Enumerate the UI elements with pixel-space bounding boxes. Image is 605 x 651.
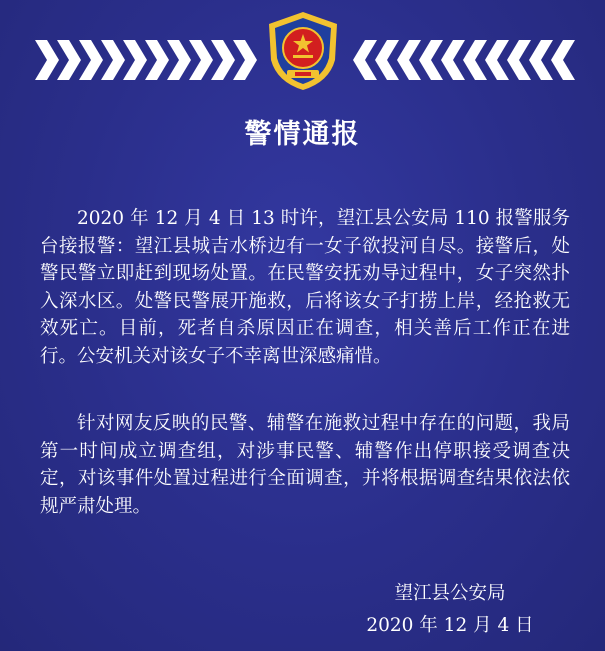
right-wing-stripes-icon (345, 40, 575, 80)
left-wing-stripes-icon (35, 40, 265, 80)
notice-paragraph-2: 针对网友反映的民警、辅警在施救过程中存在的问题，我局第一时间成立调查组，对涉事民警、辅警作出停职接受调查决定，对该事件处置过程进行全面调查，并将根据调查结果依法依规严肃处理。 (40, 413, 570, 517)
signature-block (350, 578, 550, 642)
police-emblem-icon (263, 10, 343, 92)
signature-org: 望江县公安局 (394, 583, 506, 604)
signature-date: 2020 年 12 月 4 日 (366, 615, 534, 636)
notice-paragraph-1: 2020 年 12 月 4 日 13 时许，望江县公安局 110 报警服务台接报警：望江县城吉水桥边有一女子欲投河自尽。接警后，处警民警立即赶到现场处置。在民警安抚劝导过程中，女子突然扑入深水区。处警民警展开施救，后将该女子打捞上岸，经抢救无效死亡。目前，死者自杀原因正在调查，相关善后工作正在进行。公安机关对该女子不幸离世深感痛惜。 (40, 208, 570, 367)
notice-title: 警情通报 (244, 119, 361, 150)
